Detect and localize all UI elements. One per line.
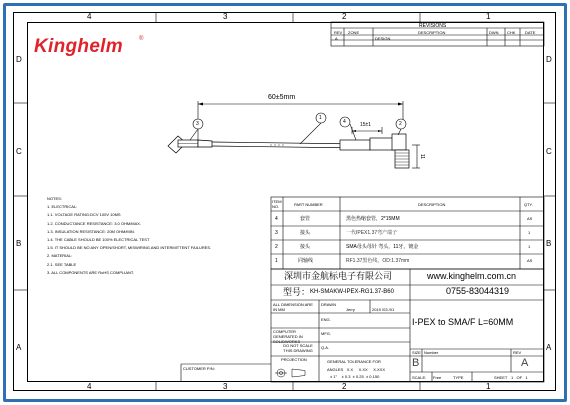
note-line: 1.5. IT SHOULD BE NO ANY OPEN/SHORT, MISWIRING AND INTERMITTENT FAILURES. bbox=[47, 245, 212, 251]
rev-header-zone: ZONE bbox=[348, 30, 360, 35]
number-label: Number bbox=[424, 350, 439, 355]
zone-top-4: 4 bbox=[87, 12, 92, 21]
tolerance-title: GENERAL TOLERANCE FOR bbox=[327, 359, 381, 364]
bom-item: 4 bbox=[275, 216, 278, 222]
dimension-note: ALL DIMENSION ARE IN MM bbox=[273, 302, 313, 312]
model-label: 型号： bbox=[283, 287, 311, 297]
drawn-by: Jerry bbox=[346, 307, 355, 312]
rev-header-rev: REV bbox=[334, 30, 343, 35]
bom-item: 3 bbox=[275, 230, 278, 236]
rev-header-dwn: DWN bbox=[489, 30, 499, 35]
rev-header-description: DESCRIPTION bbox=[418, 30, 446, 35]
eng-label: ENG. bbox=[321, 317, 331, 322]
bom-header-item: ITEM NO. bbox=[272, 199, 282, 209]
zone-bottom-4: 4 bbox=[87, 382, 92, 391]
zone-right-b: B bbox=[546, 239, 552, 248]
rev-header-date: DATE bbox=[525, 30, 536, 35]
scale-value: Free bbox=[433, 375, 442, 380]
note-line: 1.2. CONDUCTANCE RESISTANCE: 3.0 OHM/MAX. bbox=[47, 220, 142, 226]
bom-part: 接头 bbox=[300, 244, 311, 250]
note-line: 3. ALL COMPONENTS ARE RoHS COMPLIANT. bbox=[47, 269, 134, 275]
note-line: 2. MATERIAL: bbox=[47, 253, 73, 259]
bom-part: 套管 bbox=[300, 216, 311, 222]
sheet-label: SHEET bbox=[494, 375, 508, 380]
projection-label: PROJECTION bbox=[281, 357, 307, 362]
balloon-4: 4 bbox=[343, 119, 346, 125]
thread-dimension: 11 bbox=[419, 153, 426, 160]
zone-right-a: A bbox=[546, 343, 552, 352]
balloon-3: 3 bbox=[196, 121, 199, 127]
bom-description: 一代IPEX1.37弯产端子 bbox=[346, 230, 398, 236]
bom-part: 同轴线 bbox=[298, 258, 314, 264]
customer-pn-label: CUSTOMER P/N: bbox=[183, 366, 215, 371]
bom-item: 2 bbox=[275, 244, 278, 250]
bom-qty: 1 bbox=[528, 230, 531, 235]
bom-header-part: PART NUMBER bbox=[294, 202, 323, 207]
bom-header-qty: QTY. bbox=[524, 202, 533, 207]
note-line: 1.3. INSULATION RESISTANCE: 20M OHM/MIN. bbox=[47, 228, 135, 234]
company-name: 深圳市金航标电子有限公司 bbox=[284, 271, 393, 281]
zone-top-2: 2 bbox=[342, 12, 347, 21]
note-line: 1. ELECTRICAL: bbox=[47, 204, 78, 210]
mfg-label: MFG. bbox=[321, 331, 331, 336]
rev-row-rev: A bbox=[335, 36, 338, 41]
rev-label: REV bbox=[513, 350, 522, 355]
notes-title: NOTES: bbox=[47, 196, 62, 201]
scale-note: DO NOT SCALE THIS DRAWING bbox=[283, 343, 313, 353]
company-phone: 0755-83044319 bbox=[446, 286, 510, 296]
revisions-title: REVISIONS bbox=[419, 23, 447, 29]
note-line: 1.1. VOLTAGE RATING:DCV 100V 10MS bbox=[47, 212, 121, 218]
model-number: KH-SMAKW-IPEX-RG1.37-B60 bbox=[310, 289, 394, 295]
scale-label: SCALE: bbox=[412, 375, 427, 380]
zone-left-b: B bbox=[16, 239, 22, 248]
type-label: TYPE bbox=[453, 375, 464, 380]
bom-qty: AS bbox=[527, 258, 533, 263]
qa-label: Q.A. bbox=[321, 345, 330, 350]
logo-registered-mark: ® bbox=[139, 36, 144, 42]
balloon-1: 1 bbox=[319, 115, 322, 121]
zone-bottom-1: 1 bbox=[486, 382, 491, 391]
bom-qty: AS bbox=[527, 216, 533, 221]
zone-top-3: 3 bbox=[223, 12, 228, 21]
zone-left-d: D bbox=[16, 55, 22, 64]
rev-value: A bbox=[521, 357, 529, 369]
bom-description: 黑色热缩套管，2*15MM bbox=[346, 216, 400, 222]
zone-bottom-2: 2 bbox=[342, 382, 347, 391]
rev-row-description: DESIGN bbox=[375, 36, 391, 41]
size-value: B bbox=[412, 357, 420, 369]
company-website: www.kinghelm.com.cn bbox=[427, 271, 517, 281]
kinghelm-logo: Kinghelm bbox=[34, 36, 123, 57]
note-line: 2.1. SEE TABLE bbox=[47, 261, 77, 267]
zone-top-1: 1 bbox=[486, 12, 491, 21]
rev-header-chk: CHK bbox=[507, 30, 516, 35]
zone-right-c: C bbox=[546, 147, 552, 156]
notes-block bbox=[47, 195, 211, 277]
bom-description: SMA母头母针 弯头，11牙，镀金 bbox=[346, 244, 419, 250]
balloon-2: 2 bbox=[399, 121, 402, 127]
tolerance-head: ANGLES X.X X.XX X.XXX bbox=[327, 367, 386, 372]
computer-generated-note: COMPUTER GENERATED IN SOLIDWORKS bbox=[273, 329, 303, 344]
length-dimension: 60±5mm bbox=[268, 94, 296, 101]
bom-item: 1 bbox=[275, 258, 278, 264]
bom-qty: 1 bbox=[528, 244, 531, 249]
bom-part: 接头 bbox=[300, 230, 311, 236]
note-line: 1.4. THE CABLE SHOULD BE 100% ELECTRICAL TEST bbox=[47, 237, 150, 243]
heat-shrink-dimension: 15±1 bbox=[360, 122, 372, 128]
drawn-date: 2019 /03 /01 bbox=[372, 307, 395, 312]
size-label: SIZE bbox=[412, 350, 421, 355]
bom-description: RF1.37黑色线，OD:1.37mm bbox=[346, 258, 410, 264]
drawn-label: DRAWN bbox=[321, 302, 336, 307]
zone-right-d: D bbox=[546, 55, 552, 64]
bom-header-description: DESCRIPTION bbox=[418, 202, 446, 207]
zone-left-a: A bbox=[16, 343, 22, 352]
drawing-title: I-PEX to SMA/F L=60MM bbox=[412, 317, 514, 327]
zone-left-c: C bbox=[16, 147, 22, 156]
tolerance-values: ± 1° ± 0.3 ± 0.25 ± 0.150 bbox=[330, 374, 380, 379]
zone-bottom-3: 3 bbox=[223, 382, 228, 391]
sheet-value: 1 OF 1 bbox=[511, 375, 528, 380]
